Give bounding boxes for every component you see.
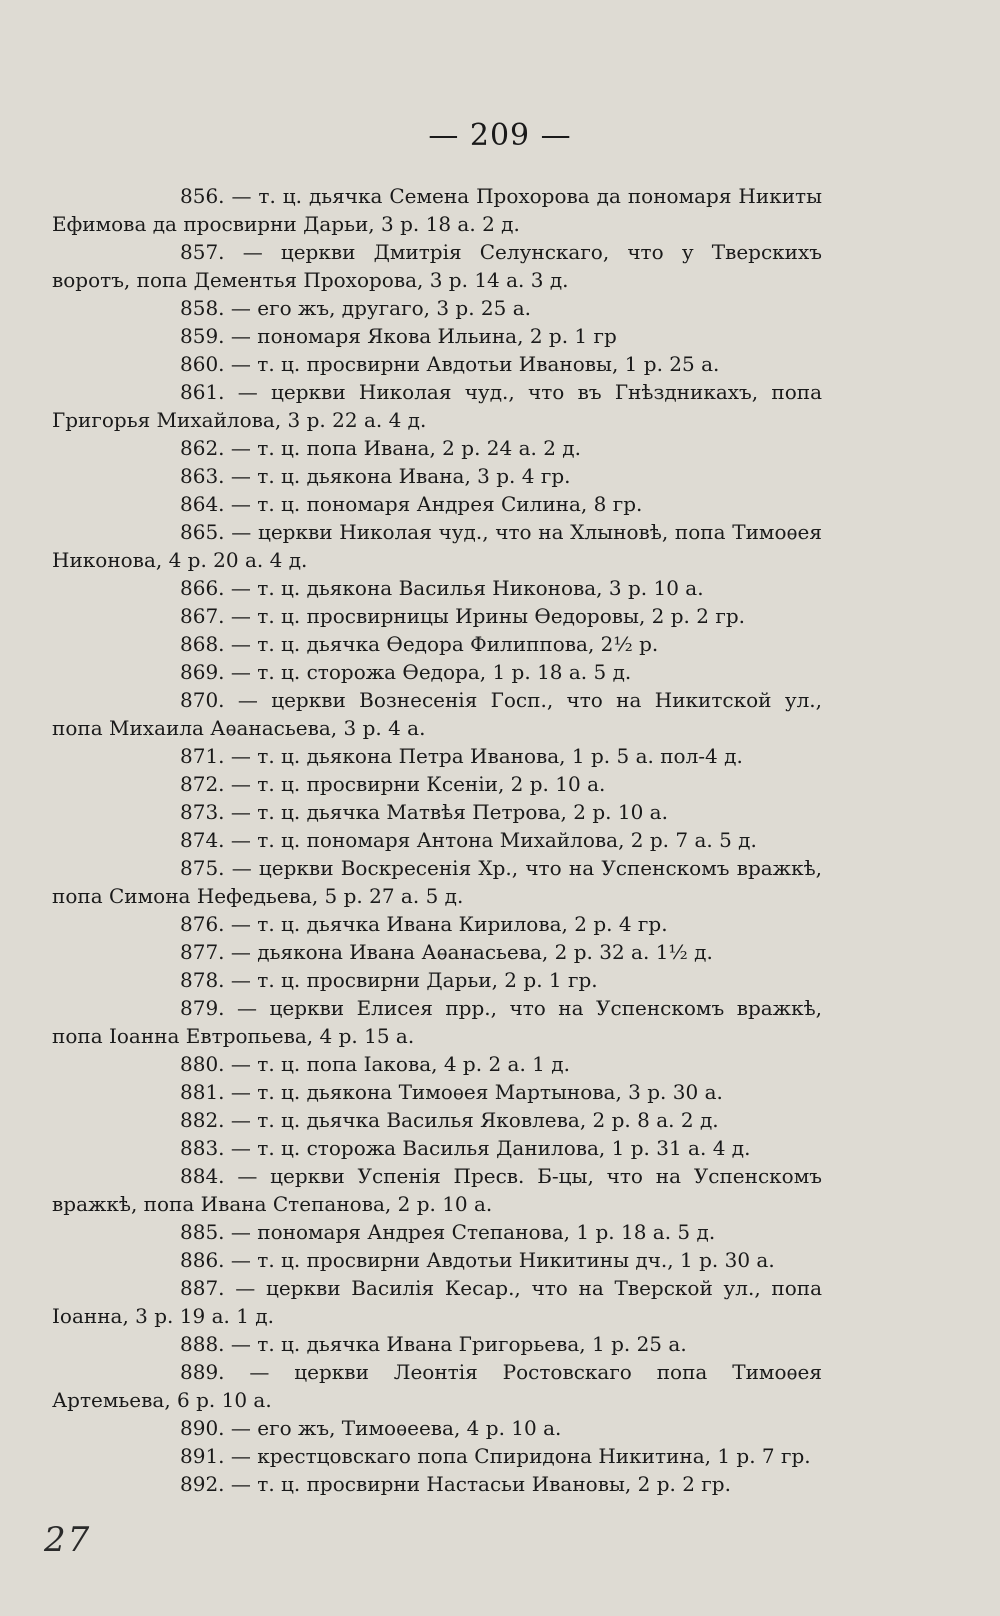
entry-text: — т. ц. дьячка Василья Яковлева, 2 р. 8 а. 2 д.: [230, 1108, 719, 1132]
entry-number: 886.: [180, 1248, 225, 1272]
list-item: [52, 1442, 822, 1470]
entry-number: 885.: [180, 1220, 225, 1244]
entry-number: 876.: [180, 912, 225, 936]
entry-number: 888.: [180, 1332, 225, 1356]
list-item: [52, 1134, 822, 1162]
list-item: [52, 686, 822, 742]
list-item: [52, 938, 822, 966]
entry-number: 878.: [180, 968, 225, 992]
entry-number: 860.: [180, 352, 225, 376]
entry-text: — т. ц. дьячка Семена Прохорова да пономаря Никиты Ефимова да просвирни Дарьи, 3 р. 18 а. 2 д.: [52, 184, 823, 236]
list-item: [52, 434, 822, 462]
entry-number: 865.: [180, 520, 225, 544]
entry-text: — церкви Вознесенія Госп., что на Никитской ул., попа Михаила Аѳанасьева, 3 р. 4 а.: [52, 688, 823, 740]
entry-number: 884.: [180, 1164, 225, 1188]
entry-number: 877.: [180, 940, 225, 964]
entry-text: — его жъ, другаго, 3 р. 25 а.: [230, 296, 532, 320]
entry-text: — т. ц. дьячка Матвѣя Петрова, 2 р. 10 а.: [230, 800, 668, 824]
entry-text: — т. ц. просвирни Ксеніи, 2 р. 10 а.: [230, 772, 606, 796]
list-item: [52, 854, 822, 910]
entry-text: — т. ц. просвирницы Ирины Ѳедоровы, 2 р. 2 гр.: [230, 604, 745, 628]
list-item: [52, 462, 822, 490]
entry-text: — т. ц. сторожа Василья Данилова, 1 р. 31 а. 4 д.: [230, 1136, 751, 1160]
entry-number: 870.: [180, 688, 225, 712]
entry-number: 880.: [180, 1052, 225, 1076]
entry-text: — церкви Елисея прр., что на Успенскомъ вражкѣ, попа Іоанна Евтропьева, 4 р. 15 а.: [52, 996, 822, 1048]
list-item: [52, 1106, 822, 1134]
entry-text: — т. ц. просвирни Настасьи Ивановы, 2 р. 2 гр.: [230, 1472, 731, 1496]
entry-text: — пономаря Андрея Степанова, 1 р. 18 а. 5 д.: [230, 1220, 716, 1244]
entry-text: — т. ц. попа Іакова, 4 р. 2 а. 1 д.: [230, 1052, 570, 1076]
entry-text: — т. ц. просвирни Авдотьи Ивановы, 1 р. 25 а.: [230, 352, 720, 376]
list-item: [52, 742, 822, 770]
entry-text: — дьякона Ивана Аѳанасьева, 2 р. 32 а. 1½ д.: [230, 940, 713, 964]
list-item: [52, 378, 822, 434]
entry-number: 887.: [180, 1276, 225, 1300]
entry-number: 861.: [180, 380, 225, 404]
entry-number: 862.: [180, 436, 225, 460]
entry-number: 883.: [180, 1136, 225, 1160]
list-item: [52, 1470, 822, 1498]
entry-number: 856.: [180, 184, 225, 208]
entry-text: — т. ц. дьячка Ивана Кирилова, 2 р. 4 гр.: [230, 912, 668, 936]
list-item: [52, 966, 822, 994]
entry-number: 858.: [180, 296, 225, 320]
page-number: — 209 —: [428, 118, 572, 153]
entry-text: — его жъ, Тимоѳеева, 4 р. 10 а.: [230, 1416, 562, 1440]
entry-list: [52, 182, 822, 1498]
handwritten-note: 27: [44, 1520, 92, 1560]
list-item: [52, 826, 822, 854]
list-item: [52, 1162, 822, 1218]
entry-number: 875.: [180, 856, 225, 880]
entry-number: 868.: [180, 632, 225, 656]
entry-number: 881.: [180, 1080, 225, 1104]
entry-text: — церкви Дмитрія Селунскаго, что у Тверскихъ воротъ, попа Дементья Прохорова, 3 р. 14 а. 3 д.: [52, 240, 823, 292]
list-item: [52, 602, 822, 630]
entry-text: — т. ц. дьякона Петра Иванова, 1 р. 5 а. пол-4 д.: [230, 744, 743, 768]
list-item: [52, 574, 822, 602]
entry-number: 871.: [180, 744, 225, 768]
entry-number: 882.: [180, 1108, 225, 1132]
entry-number: 863.: [180, 464, 225, 488]
list-item: [52, 1050, 822, 1078]
entry-number: 867.: [180, 604, 225, 628]
entry-text: — т. ц. пономаря Антона Михайлова, 2 р. 7 а. 5 д.: [230, 828, 757, 852]
entry-text: — церкви Успенія Пресв. Б-цы, что на Успенскомъ вражкѣ, попа Ивана Степанова, 2 р. 10 а.: [52, 1164, 822, 1216]
list-item: [52, 658, 822, 686]
list-item: [52, 910, 822, 938]
list-item: [52, 1414, 822, 1442]
list-item: [52, 518, 822, 574]
entry-number: 891.: [180, 1444, 225, 1468]
entry-text: — церкви Леонтія Ростовскаго попа Тимоѳея Артемьева, 6 р. 10 а.: [52, 1360, 823, 1412]
list-item: [52, 798, 822, 826]
entry-number: 892.: [180, 1472, 225, 1496]
entry-text: — т. ц. дьякона Ивана, 3 р. 4 гр.: [230, 464, 571, 488]
entry-number: 859.: [180, 324, 225, 348]
entry-text: — т. ц. дьякона Тимоѳея Мартынова, 3 р. 30 а.: [230, 1080, 723, 1104]
entry-number: 890.: [180, 1416, 225, 1440]
list-item: [52, 490, 822, 518]
list-item: [52, 294, 822, 322]
entry-number: 869.: [180, 660, 225, 684]
list-item: [52, 1330, 822, 1358]
list-item: [52, 1246, 822, 1274]
entry-text: — церкви Николая чуд., что на Хлыновѣ, попа Тимоѳея Никонова, 4 р. 20 а. 4 д.: [52, 520, 822, 572]
list-item: [52, 1218, 822, 1246]
entry-number: 872.: [180, 772, 225, 796]
entry-text: — церкви Николая чуд., что въ Гнѣздникахъ, попа Григорья Михайлова, 3 р. 22 а. 4 д.: [52, 380, 822, 432]
list-item: [52, 1358, 822, 1414]
entry-text: — т. ц. пономаря Андрея Силина, 8 гр.: [230, 492, 643, 516]
entry-number: 864.: [180, 492, 225, 516]
entry-text: — т. ц. просвирни Дарьи, 2 р. 1 гр.: [230, 968, 598, 992]
list-item: [52, 630, 822, 658]
list-item: [52, 182, 822, 238]
entry-number: 857.: [180, 240, 225, 264]
list-item: [52, 770, 822, 798]
entry-text: — церкви Василія Кесар., что на Тверской ул., попа Іоанна, 3 р. 19 а. 1 д.: [52, 1276, 823, 1328]
list-item: [52, 350, 822, 378]
list-item: [52, 994, 822, 1050]
entry-text: — т. ц. сторожа Ѳедора, 1 р. 18 а. 5 д.: [230, 660, 632, 684]
list-item: [52, 1078, 822, 1106]
list-item: [52, 1274, 822, 1330]
entry-number: 874.: [180, 828, 225, 852]
entry-number: 873.: [180, 800, 225, 824]
entry-text: — т. ц. дьячка Ѳедора Филиппова, 2½ р.: [230, 632, 659, 656]
list-item: [52, 322, 822, 350]
entry-number: 889.: [180, 1360, 225, 1384]
entry-text: — церкви Воскресенія Хр., что на Успенскомъ вражкѣ, попа Симона Нефедьева, 5 р. 27 а. 5 д.: [52, 856, 822, 908]
entry-text: — крестцовскаго попа Спиридона Никитина, 1 р. 7 гр.: [230, 1444, 811, 1468]
entry-number: 866.: [180, 576, 225, 600]
list-item: [52, 238, 822, 294]
entry-text: — т. ц. попа Ивана, 2 р. 24 а. 2 д.: [230, 436, 581, 460]
entry-text: — т. ц. дьякона Василья Никонова, 3 р. 10 а.: [230, 576, 704, 600]
entry-number: 879.: [180, 996, 225, 1020]
entry-text: — т. ц. дьячка Ивана Григорьева, 1 р. 25 а.: [230, 1332, 687, 1356]
entry-text: — т. ц. просвирни Авдотьи Никитины дч., 1 р. 30 а.: [230, 1248, 775, 1272]
entry-text: — пономаря Якова Ильина, 2 р. 1 гр: [230, 324, 617, 348]
